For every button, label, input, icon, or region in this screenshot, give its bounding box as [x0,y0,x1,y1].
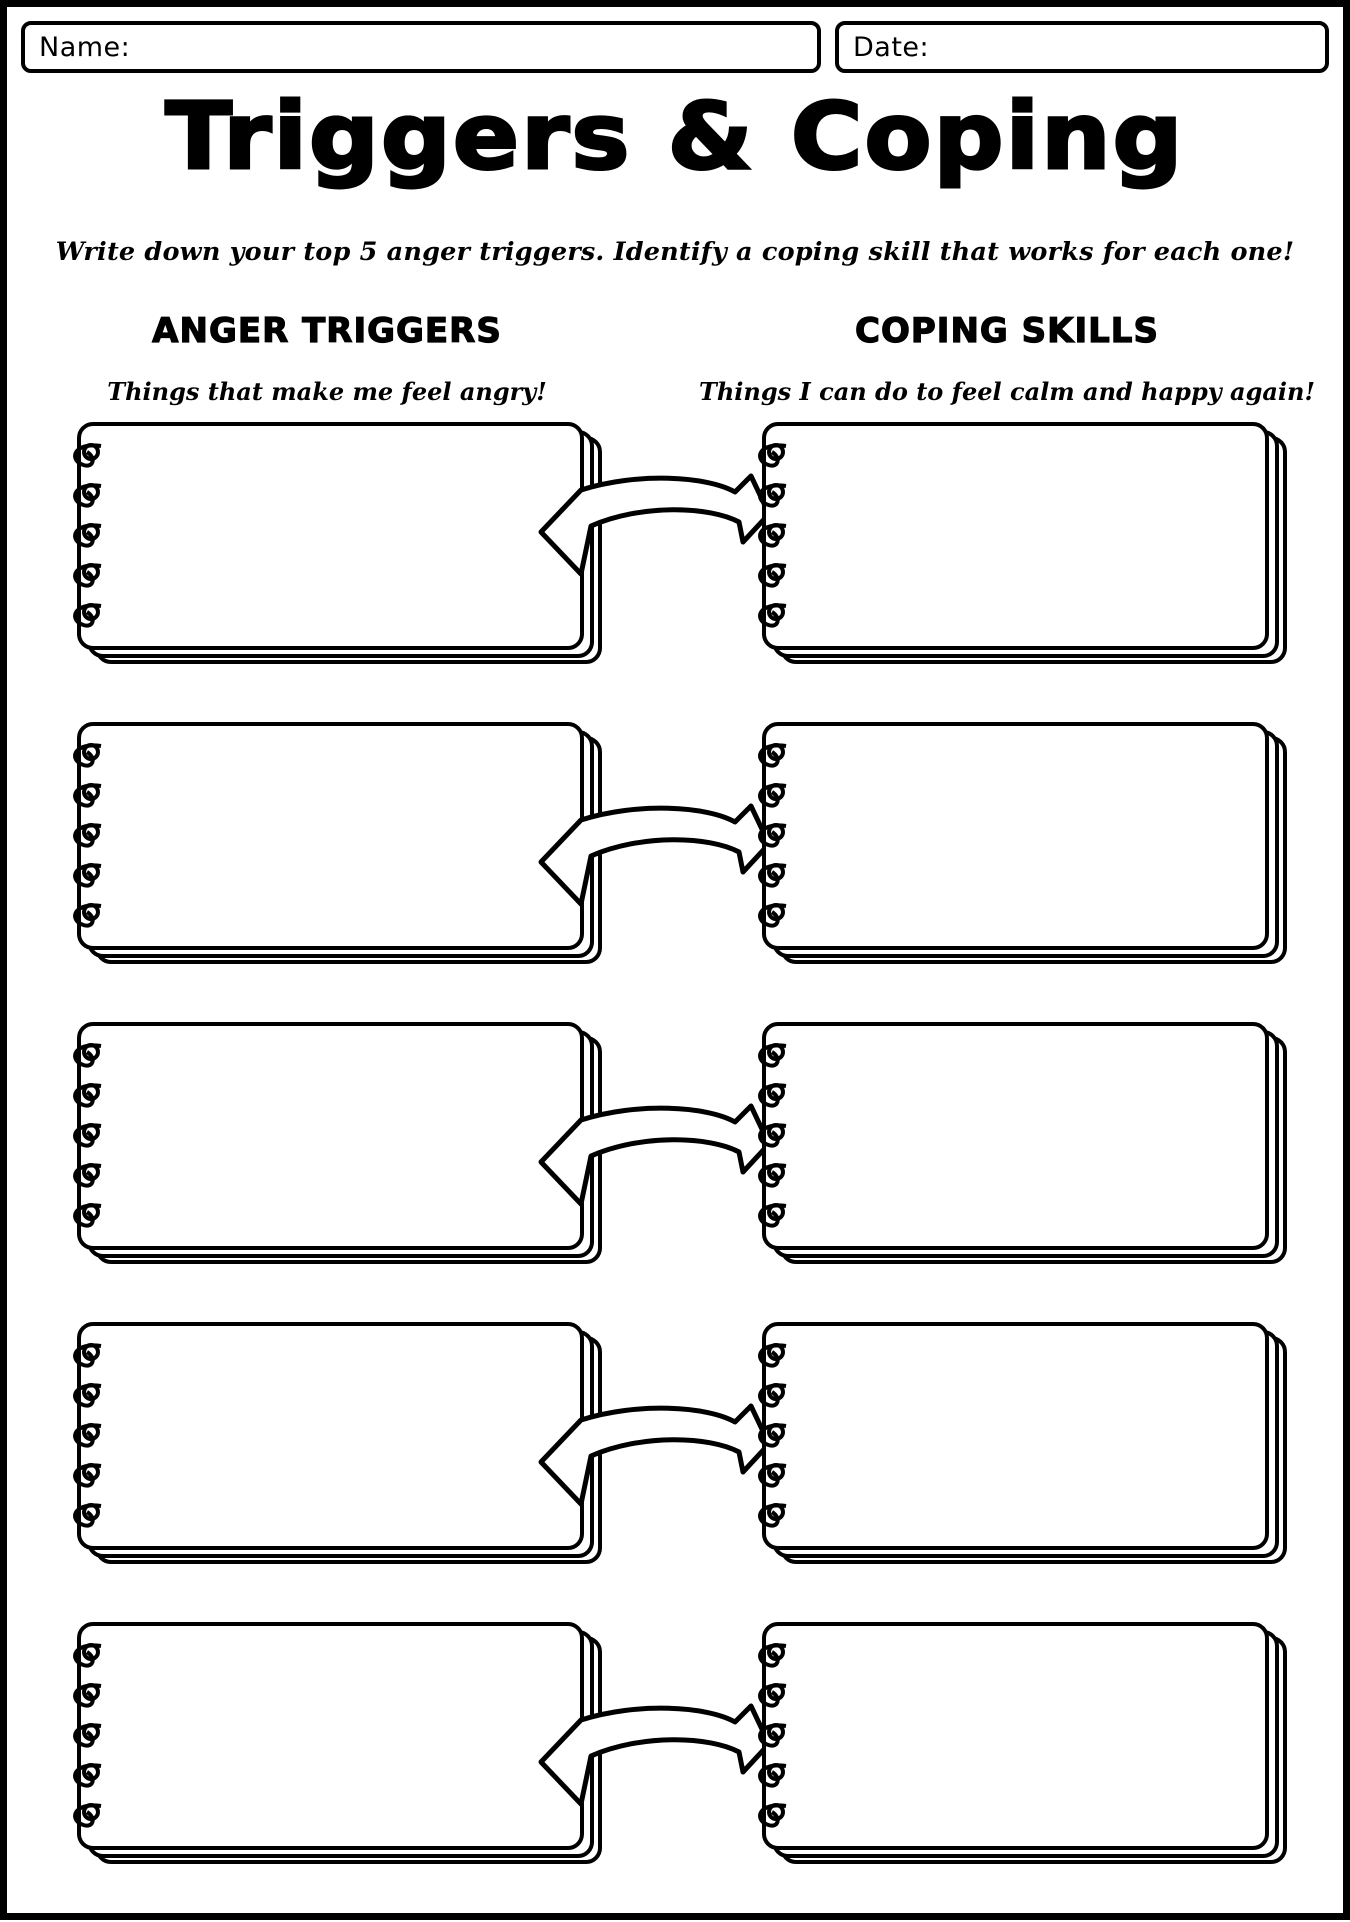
column-subheading-triggers: Things that make me feel angry! [107,377,547,406]
worksheet-row [7,722,1350,970]
coping-write-area-4[interactable] [762,1322,1269,1550]
spiral-binding-icon [61,432,131,642]
column-subheading-coping: Things I can do to feel calm and happy again! [698,377,1316,406]
spiral-binding-icon [61,732,131,942]
spiral-binding-icon [61,1632,131,1842]
name-field[interactable] [21,21,821,73]
page-title: Triggers & Coping [165,83,1185,190]
column-heading-coping: COPING SKILLS [855,311,1159,351]
coping-notepad-4[interactable] [762,1322,1287,1570]
trigger-notepad-5[interactable] [77,1622,602,1870]
coping-notepad-2[interactable] [762,722,1287,970]
coping-notepad-3[interactable] [762,1022,1287,1270]
spiral-binding-icon [746,732,816,942]
spiral-binding-icon [61,1032,131,1242]
page-subtitle: Write down your top 5 anger triggers. Identify a coping skill that works for each one! [55,237,1295,267]
name-label: Name: [39,31,131,63]
spiral-binding-icon [746,1032,816,1242]
date-label: Date: [853,31,930,63]
rows-container [7,422,1350,1922]
trigger-notepad-3[interactable] [77,1022,602,1270]
trigger-write-area-2[interactable] [77,722,584,950]
trigger-notepad-1[interactable] [77,422,602,670]
worksheet-row [7,1622,1350,1870]
worksheet-row [7,1322,1350,1570]
spiral-binding-icon [746,432,816,642]
date-field[interactable] [835,21,1329,73]
spiral-binding-icon [746,1332,816,1542]
coping-write-area-5[interactable] [762,1622,1269,1850]
worksheet-row [7,1022,1350,1270]
trigger-notepad-2[interactable] [77,722,602,970]
coping-write-area-2[interactable] [762,722,1269,950]
spiral-binding-icon [61,1332,131,1542]
trigger-write-area-5[interactable] [77,1622,584,1850]
coping-notepad-1[interactable] [762,422,1287,670]
trigger-notepad-4[interactable] [77,1322,602,1570]
trigger-write-area-3[interactable] [77,1022,584,1250]
spiral-binding-icon [746,1632,816,1842]
name-date-row [21,21,1329,73]
coping-write-area-1[interactable] [762,422,1269,650]
coping-write-area-3[interactable] [762,1022,1269,1250]
worksheet-row [7,422,1350,670]
column-heading-triggers: ANGER TRIGGERS [152,311,502,351]
coping-notepad-5[interactable] [762,1622,1287,1870]
trigger-write-area-1[interactable] [77,422,584,650]
trigger-write-area-4[interactable] [77,1322,584,1550]
